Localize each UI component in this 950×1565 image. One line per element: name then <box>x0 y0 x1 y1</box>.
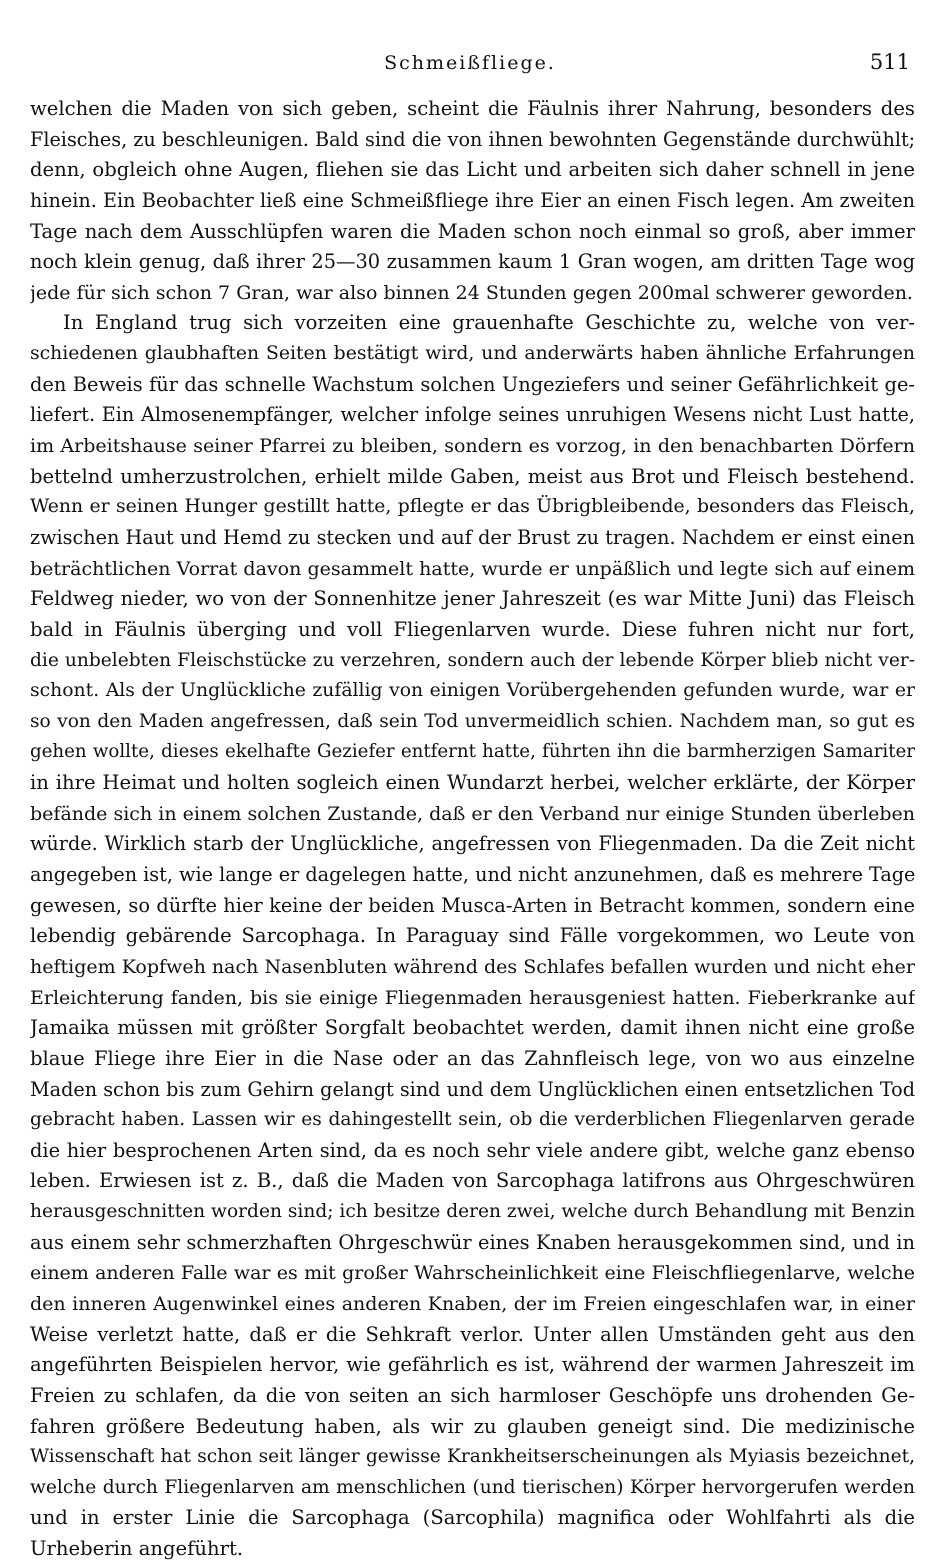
text-line: Wenn er seinen Hunger gestillt hatte, pflegte er das Übrigbleibende, besonders das Fleisch, <box>30 496 915 518</box>
text-line: schiedenen glaubhaften Seiten bestätigt wird, und anderwärts haben ähnliche Erfahrungen <box>30 343 915 365</box>
text-line: Erleichterung fanden, bis sie einige Fliegenmaden herausgeniest hatten. Fieberkranke auf <box>30 986 915 1009</box>
text-line: den inneren Augenwinkel eines anderen Knaben, der im Freien eingeschlafen war, in einer <box>30 1292 915 1315</box>
text-line: befände sich in einem solchen Zustande, daß er den Verband nur einige Stunden überleben <box>30 802 915 825</box>
text-line: Wissenschaft hat schon seit länger gewisse Krankheitserscheinungen als Myiasis bezeichnet, <box>30 1446 915 1468</box>
text-line: beträchtlichen Vorrat davon gesammelt hatte, wurde er unpäßlich und legte sich auf einem <box>30 557 915 580</box>
text-line: zwischen Haut und Hemd zu stecken und auf der Brust zu tragen. Nachdem er einst einen <box>30 525 915 549</box>
text-line: bettelnd umherzustrolchen, erhielt milde Gaben, meist aus Brot und Fleisch bestehend. <box>30 464 915 488</box>
text-line: denn, obgleich ohne Augen, fliehen sie das Licht und arbeiten sich daher schnell in jene <box>30 158 915 182</box>
text-line: welchen die Maden von sich geben, scheint die Fäulnis ihrer Nahrung, besonders des <box>30 97 915 120</box>
text-line: hinein. Ein Beobachter ließ eine Schmeißfliege ihre Eier an einen Fisch legen. Am zweiten <box>30 188 915 212</box>
text-line: welche durch Fliegenlarven am menschlichen (und tierischen) Körper hervorgerufen werden <box>30 1476 915 1498</box>
text-line: einem anderen Falle war es mit großer Wahrscheinlichkeit eine Fleischfliegenlarve, welche <box>30 1262 915 1285</box>
text-line: Freien zu schlafen, da die von seiten an sich harmloser Geschöpfe uns drohenden Ge- <box>30 1383 915 1407</box>
text-line: jede für sich schon 7 Gran, war also binnen 24 Stunden gegen 200mal schwerer geworden. <box>30 281 913 304</box>
text-line: die unbelebten Fleischstücke zu verzehren, sondern auch der lebende Körper blieb nicht ver- <box>30 649 915 671</box>
text-line: im Arbeitshause seiner Pfarrei zu bleiben, sondern es vorzog, in den benachbarten Dörfern <box>30 435 915 458</box>
text-line: In England trug sich vorzeiten eine grauenhafte Geschichte zu, welche von ver- <box>63 311 915 335</box>
text-line: lebendig gebärende Sarcophaga. In Paraguay sind Fälle vorgekommen, wo Leute von <box>30 924 915 948</box>
text-line: und in erster Linie die Sarcophaga (Sarcophila) magnifica oder Wohlfahrti als die <box>30 1506 915 1530</box>
running-title: Schmeißfliege. <box>384 52 556 74</box>
text-line: blaue Fliege ihre Eier in die Nase oder an das Zahnfleisch lege, von wo aus einzelne <box>30 1046 915 1070</box>
text-line: gewesen, so dürfte hier keine der beiden Musca-Arten in Betracht kommen, sondern eine <box>30 893 915 917</box>
text-line: gebracht haben. Lassen wir es dahingestellt sein, ob die verderblichen Fliegenlarven gerade <box>30 1109 915 1131</box>
text-line: leben. Erwiesen ist z. B., daß die Maden von Sarcophaga latifrons aus Ohrgeschwüren <box>30 1169 915 1193</box>
text-line: angegeben ist, wie lange er dagelegen hatte, und nicht anzunehmen, daß es mehrere Tage <box>30 863 915 887</box>
text-line: den Beweis für das schnelle Wachstum solchen Ungeziefers und seiner Gefährlichkeit ge- <box>30 372 915 396</box>
running-head <box>30 52 910 82</box>
text-line: heftigem Kopfweh nach Nasenbluten während des Schlafes befallen wurden und nicht eher <box>30 955 915 978</box>
text-line: angeführten Beispielen hervor, wie gefährlich es ist, während der warmen Jahreszeit im <box>30 1353 915 1377</box>
text-line: Maden schon bis zum Gehirn gelangt sind und dem Unglücklichen einen entsetzlichen Tod <box>30 1077 915 1101</box>
text-line: Jamaika müssen mit größter Sorgfalt beobachtet werden, damit ihnen nicht eine große <box>30 1016 915 1040</box>
text-line: herausgeschnitten worden sind; ich besitze deren zwei, welche durch Behandlung mit Benzin <box>30 1201 915 1223</box>
text-line: die hier besprochenen Arten sind, da es noch sehr viele andere gibt, welche ganz ebenso <box>30 1138 915 1162</box>
text-line: Urheberin angeführt. <box>30 1537 244 1561</box>
text-line: Tage nach dem Ausschlüpfen waren die Maden schon noch einmal so groß, aber immer <box>30 219 915 243</box>
text-line: aus einem sehr schmerzhaften Ohrgeschwür eines Knaben herausgekommen sind, und in <box>30 1230 915 1254</box>
text-line: fahren größere Bedeutung haben, als wir zu glauben geneigt sind. Die medizinische <box>30 1414 915 1438</box>
text-line: gehen wollte, dieses ekelhafte Geziefer entfernt hatte, führten ihn die barmherzigen Samariter <box>30 741 915 763</box>
text-line: schont. Als der Unglückliche zufällig von einigen Vorübergehenden gefunden wurde, war er <box>30 680 915 702</box>
text-line: liefert. Ein Almosenempfänger, welcher infolge seines unruhigen Wesens nicht Lust hatte, <box>30 403 915 427</box>
text-line: Feldweg nieder, wo von der Sonnenhitze jener Jahreszeit (es war Mitte Juni) das Fleisch <box>30 587 915 611</box>
text-line: noch klein genug, daß ihrer 25—30 zusammen kaum 1 Gran wogen, am dritten Tage wog <box>30 250 915 274</box>
body-text <box>30 94 915 1565</box>
text-line: Weise verletzt hatte, daß er die Sehkraft verlor. Unter allen Umständen geht aus den <box>30 1322 915 1346</box>
page-number: 511 <box>869 50 910 74</box>
text-line: Fleisches, zu beschleunigen. Bald sind die von ihnen bewohnten Gegenstände durchwühlt; <box>30 127 915 151</box>
text-line: bald in Fäulnis überging und voll Fliegenlarven wurde. Diese fuhren nicht nur fort, <box>30 617 915 641</box>
text-line: in ihre Heimat und holten sogleich einen Wundarzt herbei, welcher erklärte, der Körper <box>30 771 915 795</box>
text-line: würde. Wirklich starb der Unglückliche, angefressen von Fliegenmaden. Da die Zeit nicht <box>30 832 915 856</box>
text-line: so von den Maden angefressen, daß sein Tod unvermeidlich schien. Nachdem man, so gut es <box>30 710 915 732</box>
